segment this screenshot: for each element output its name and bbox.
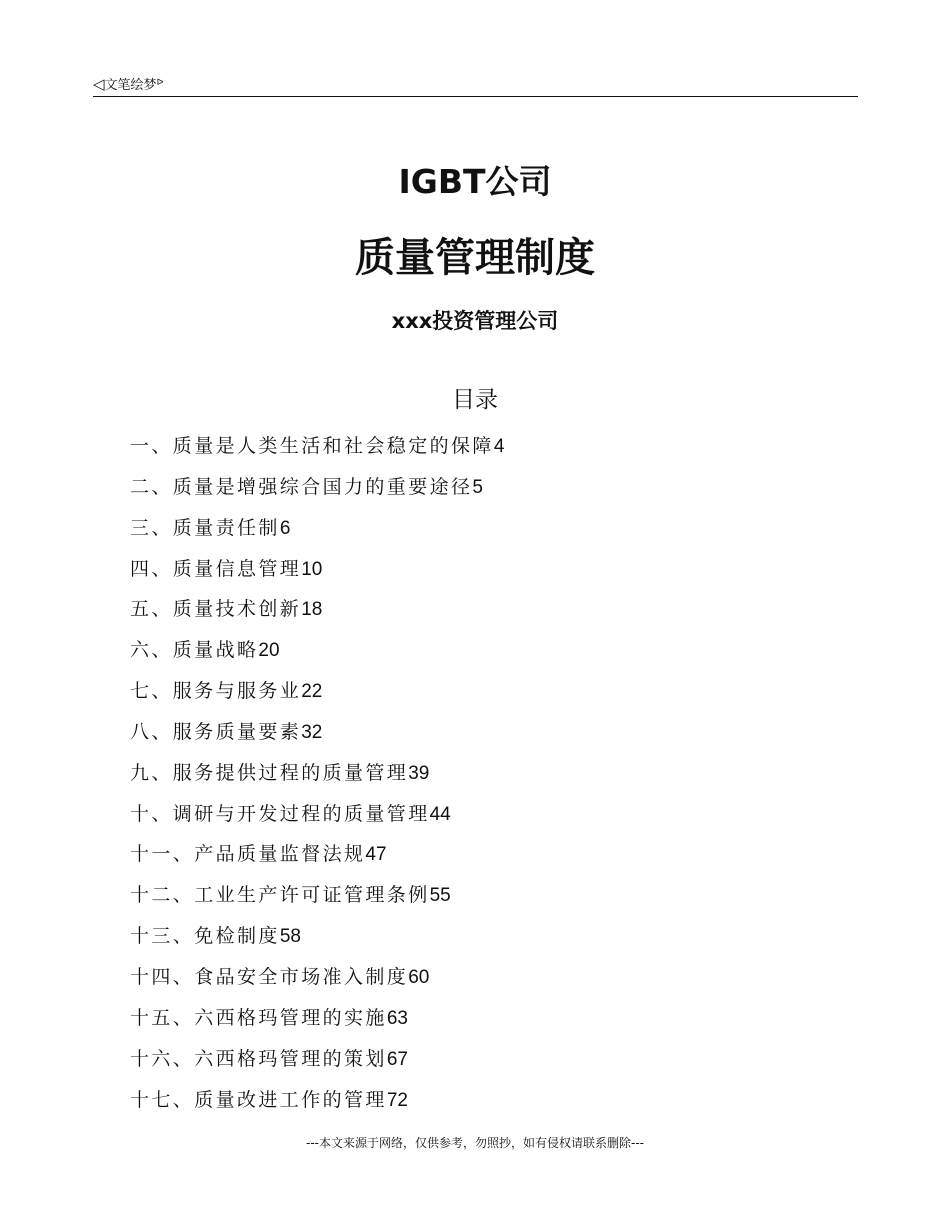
toc-item-page: 22 bbox=[301, 681, 323, 703]
toc-heading: 目录 bbox=[452, 387, 498, 413]
toc-item-label: 二、质量是增强综合国力的重要途径 bbox=[130, 475, 473, 498]
toc-item-label: 十六、六西格玛管理的策划 bbox=[130, 1047, 387, 1070]
toc-item-page: 39 bbox=[408, 762, 430, 784]
toc-item[interactable] bbox=[130, 676, 504, 717]
toc-item[interactable] bbox=[130, 1085, 504, 1126]
document-subtitle: 质量管理制度 bbox=[355, 235, 595, 281]
toc-item-page: 20 bbox=[258, 640, 280, 662]
toc-item-page: 6 bbox=[279, 517, 291, 539]
toc-item-page: 55 bbox=[429, 885, 451, 907]
toc-item-label: 十一、产品质量监督法规 bbox=[130, 843, 366, 866]
page-footer-disclaimer: ---本文来源于网络，仅供参考，勿照抄，如有侵权请联系删除--- bbox=[306, 1136, 644, 1150]
toc-item[interactable] bbox=[130, 1044, 504, 1085]
toc-item[interactable] bbox=[130, 1003, 504, 1044]
toc-item-page: 4 bbox=[493, 436, 505, 457]
header-text bbox=[93, 74, 163, 95]
company-name: xxx投资管理公司 bbox=[391, 309, 559, 333]
toc-item-label: 十五、六西格玛管理的实施 bbox=[130, 1006, 387, 1029]
toc-item-page: 44 bbox=[429, 803, 451, 825]
toc-item-label: 七、服务与服务业 bbox=[130, 680, 302, 703]
toc-item-page: 67 bbox=[386, 1048, 408, 1070]
toc-item-label: 十、调研与开发过程的质量管理 bbox=[130, 802, 430, 825]
toc-item-page: 18 bbox=[301, 599, 323, 621]
toc-item[interactable] bbox=[130, 635, 504, 676]
toc-item-page: 47 bbox=[365, 844, 387, 866]
toc-item[interactable] bbox=[130, 921, 504, 962]
toc-item[interactable] bbox=[130, 839, 504, 880]
table-of-contents bbox=[130, 431, 504, 1125]
toc-item-label: 十七、质量改进工作的管理 bbox=[130, 1088, 387, 1111]
toc-item-label: 六、质量战略 bbox=[130, 639, 259, 662]
toc-item[interactable] bbox=[130, 758, 504, 799]
toc-item-label: 一、质量是人类生活和社会稳定的保障 bbox=[130, 435, 494, 457]
toc-item-label: 十二、工业生产许可证管理条例 bbox=[130, 884, 430, 907]
toc-item-label: 三、质量责任制 bbox=[130, 516, 280, 539]
toc-item[interactable] bbox=[130, 431, 504, 472]
toc-item-page: 58 bbox=[279, 926, 301, 948]
toc-item[interactable] bbox=[130, 880, 504, 921]
right-triangle-icon: ᐅ bbox=[156, 78, 164, 88]
toc-item[interactable] bbox=[130, 594, 504, 635]
header-label: 文笔绘梦 bbox=[104, 78, 157, 93]
toc-item-page: 10 bbox=[301, 558, 323, 580]
toc-item[interactable] bbox=[130, 717, 504, 758]
toc-item-label: 五、质量技术创新 bbox=[130, 598, 302, 621]
toc-item-page: 5 bbox=[472, 476, 483, 498]
document-title: IGBT公司 bbox=[398, 162, 552, 201]
toc-item[interactable] bbox=[130, 513, 504, 554]
toc-item[interactable] bbox=[130, 554, 504, 595]
left-triangle-icon: ◁ bbox=[93, 75, 105, 93]
toc-item[interactable] bbox=[130, 962, 504, 1003]
toc-item-label: 八、服务质量要素 bbox=[130, 720, 302, 743]
toc-item-page: 60 bbox=[408, 966, 430, 988]
toc-item-page: 72 bbox=[386, 1089, 408, 1111]
toc-item-label: 九、服务提供过程的质量管理 bbox=[130, 761, 409, 784]
page-header bbox=[93, 74, 858, 97]
toc-item-label: 四、质量信息管理 bbox=[130, 557, 302, 580]
toc-item-label: 十四、食品安全市场准入制度 bbox=[130, 965, 409, 988]
toc-item-page: 63 bbox=[386, 1007, 408, 1029]
toc-item-page: 32 bbox=[301, 721, 323, 743]
toc-item-label: 十三、免检制度 bbox=[130, 925, 280, 948]
toc-item[interactable] bbox=[130, 799, 504, 840]
toc-item[interactable] bbox=[130, 472, 504, 513]
